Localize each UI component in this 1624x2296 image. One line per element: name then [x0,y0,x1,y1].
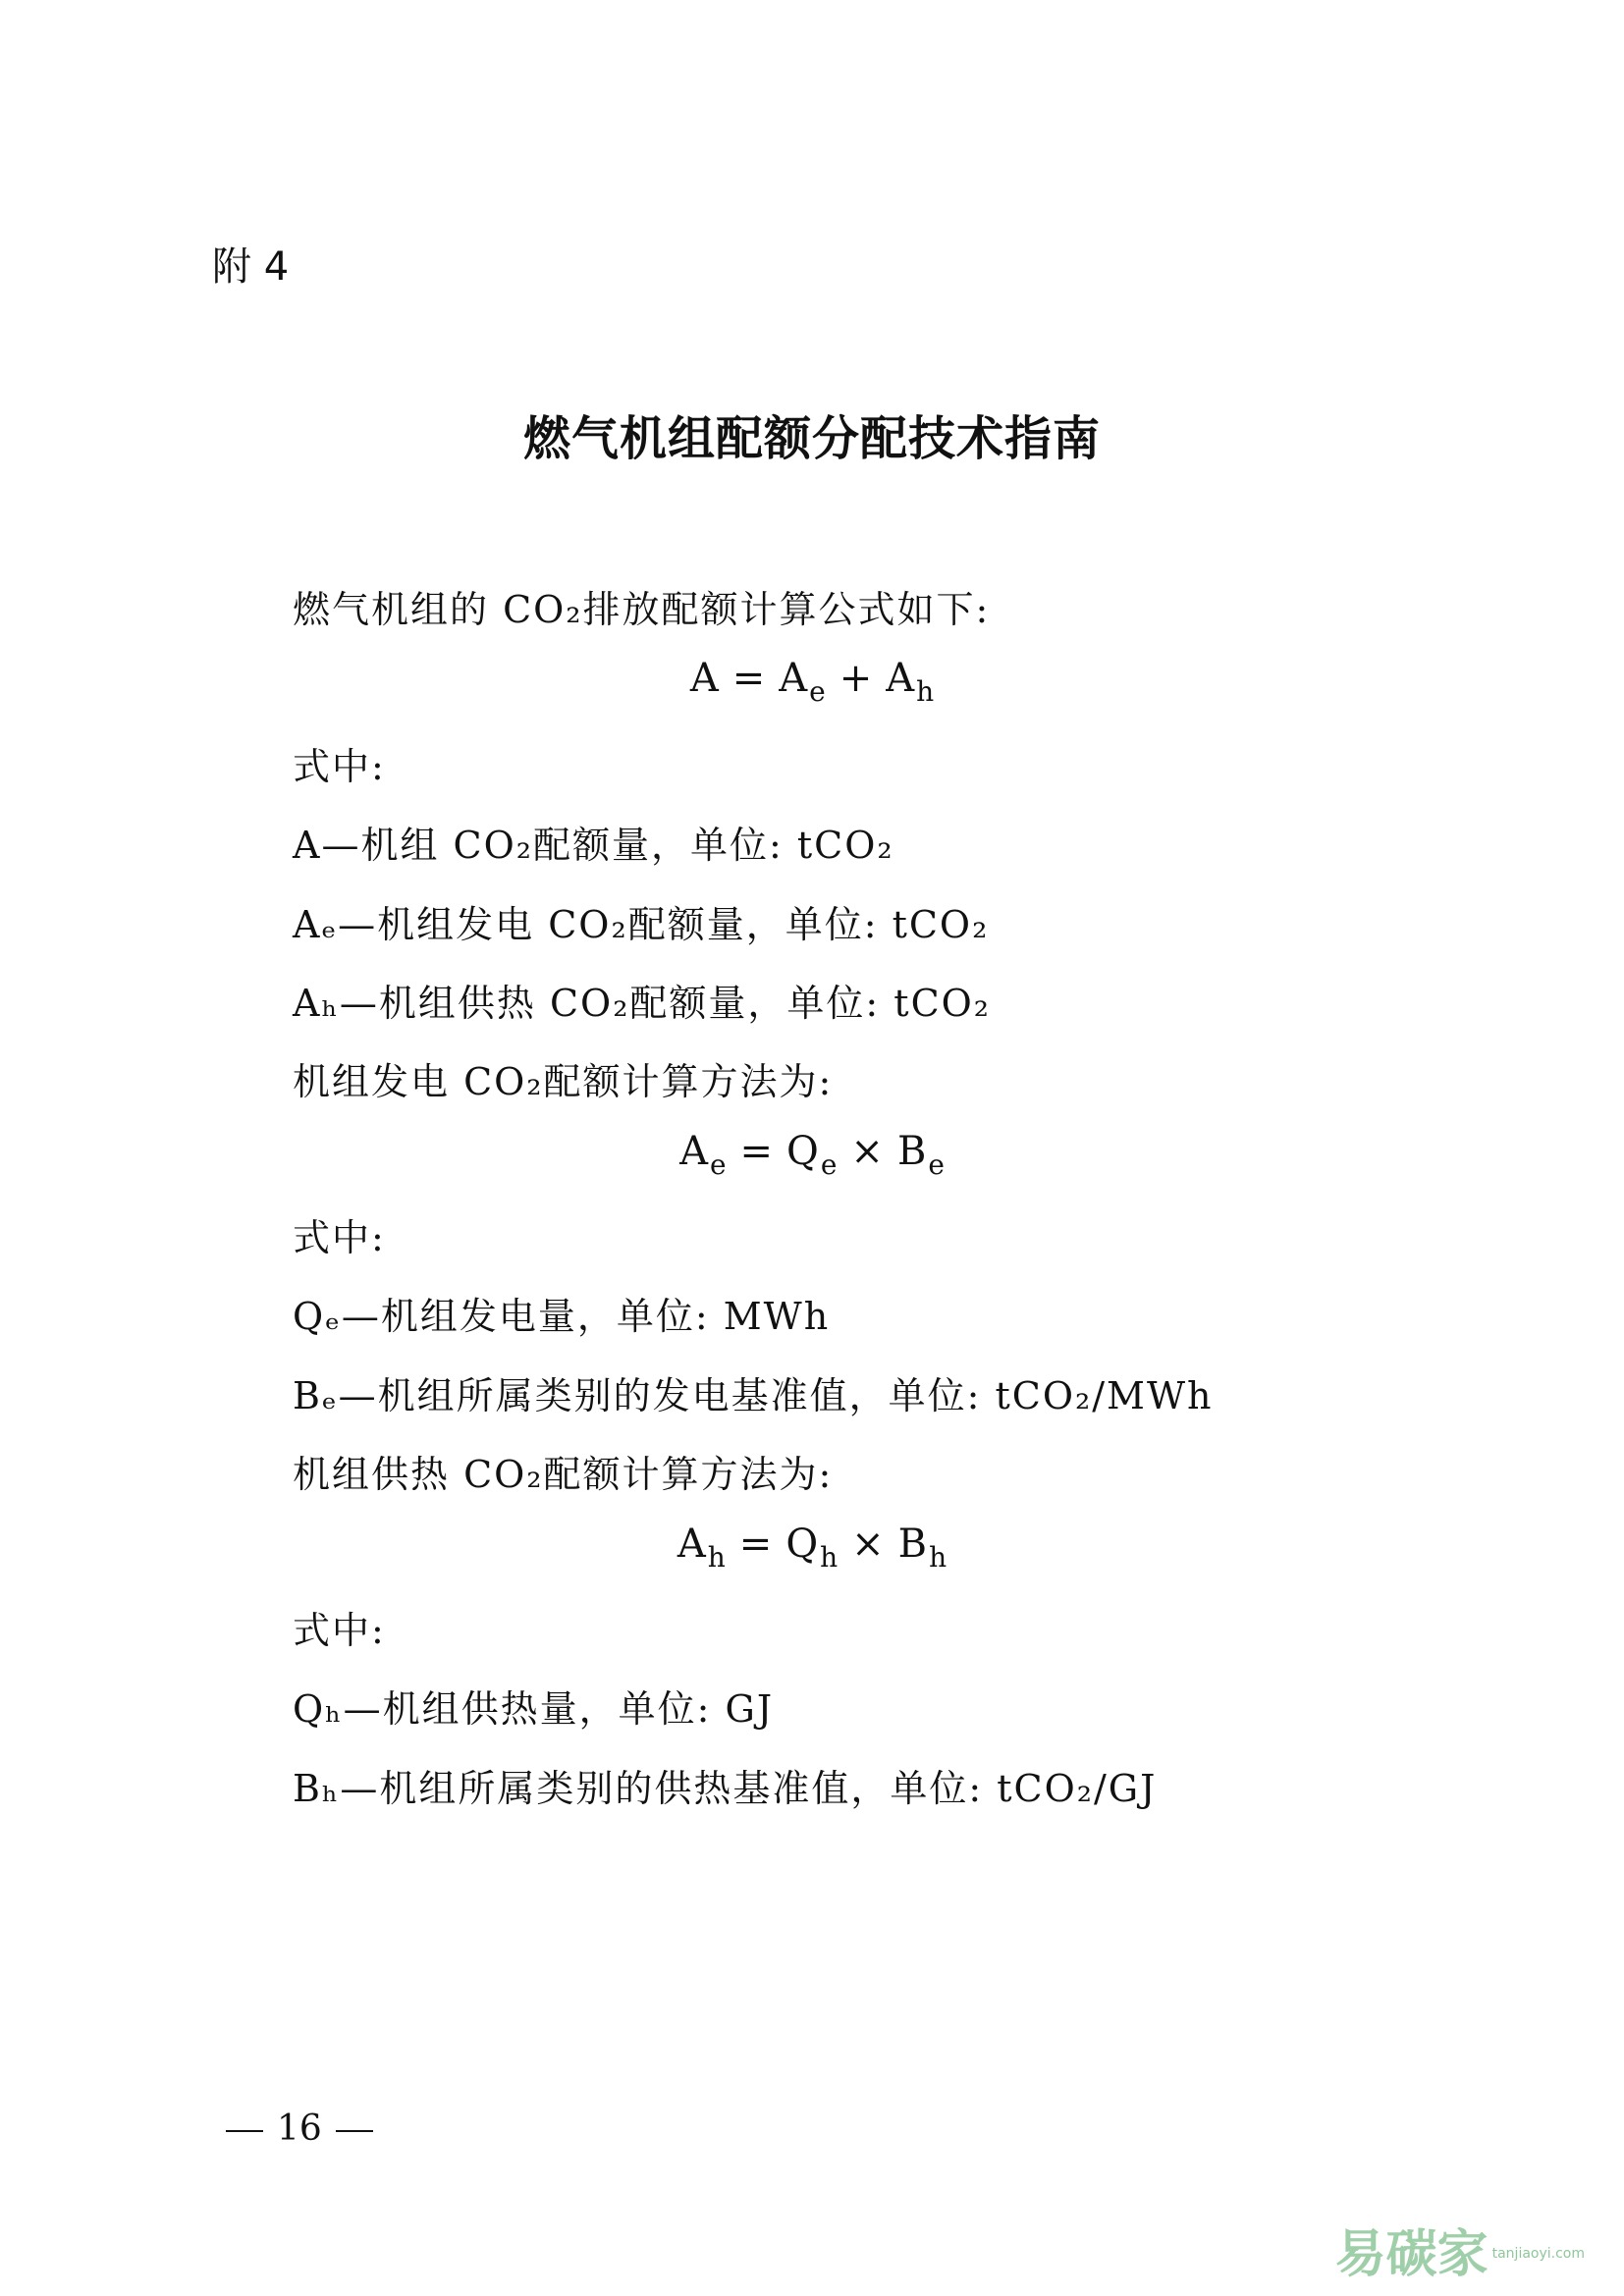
formula-op: × [851,1522,885,1567]
where-label: 式中: [293,1609,386,1652]
formula-term: B [896,1129,927,1174]
formula-sub: e [809,675,826,708]
formula-sub: h [707,1541,726,1574]
page-title: 燃气机组配额分配技术指南 [522,411,1101,466]
definition-bh: Bₕ—机组所属类别的供热基准值，单位: tCO₂/GJ [293,1767,1158,1810]
page-number [212,2109,387,2149]
definition-a: A—机组 CO₂配额量，单位: tCO₂ [293,824,894,867]
formula-sub: h [916,675,935,708]
formula-op: + [839,656,873,701]
definition-be: Bₑ—机组所属类别的发电基准值，单位: tCO₂/MWh [293,1374,1214,1417]
dash-left [226,2130,263,2132]
formula-sub: e [820,1148,838,1181]
method-electricity: 机组发电 CO₂配额计算方法为: [293,1060,834,1103]
formula-eq: = [731,656,766,701]
definition-ah: Aₕ—机组供热 CO₂配额量，单位: tCO₂ [293,982,992,1025]
where-label: 式中: [293,745,386,788]
dash-right [336,2130,373,2132]
formula-lhs: A [679,1129,708,1174]
definition-qh: Qₕ—机组供热量，单位: GJ [293,1687,775,1731]
formula-sub: e [928,1148,945,1181]
where-label: 式中: [293,1216,386,1259]
watermark-text: 易碳家 [1334,2225,1489,2284]
formula-sub: h [929,1541,947,1574]
formula-eq: = [738,1522,773,1567]
intro-text: 燃气机组的 CO₂排放配额计算公式如下: [293,588,991,631]
formula-electricity [0,1129,1624,1181]
formula-eq: = [739,1129,774,1174]
formula-sub: e [709,1148,727,1181]
page-number-value: 16 [277,2109,322,2149]
definition-ae: Aₑ—机组发电 CO₂配额量，单位: tCO₂ [293,903,990,946]
definition-qe: Qₑ—机组发电量，单位: MWh [293,1295,831,1338]
formula-term: A [886,656,915,701]
formula-sub: h [820,1541,839,1574]
formula-term: Q [785,1522,819,1567]
formula-op: × [850,1129,884,1174]
formula-total [0,656,1624,708]
formula-lhs: A [689,656,719,701]
annex-label: 附 4 [212,244,290,290]
formula-term: B [897,1522,928,1567]
formula-term: A [779,656,808,701]
method-heat: 机组供热 CO₂配额计算方法为: [293,1453,834,1496]
formula-heat [0,1522,1624,1574]
formula-lhs: A [677,1522,706,1567]
watermark-subtext: tanjiaoyi.com [1491,2246,1585,2262]
formula-term: Q [786,1129,819,1174]
watermark-logo [1335,2213,1585,2286]
